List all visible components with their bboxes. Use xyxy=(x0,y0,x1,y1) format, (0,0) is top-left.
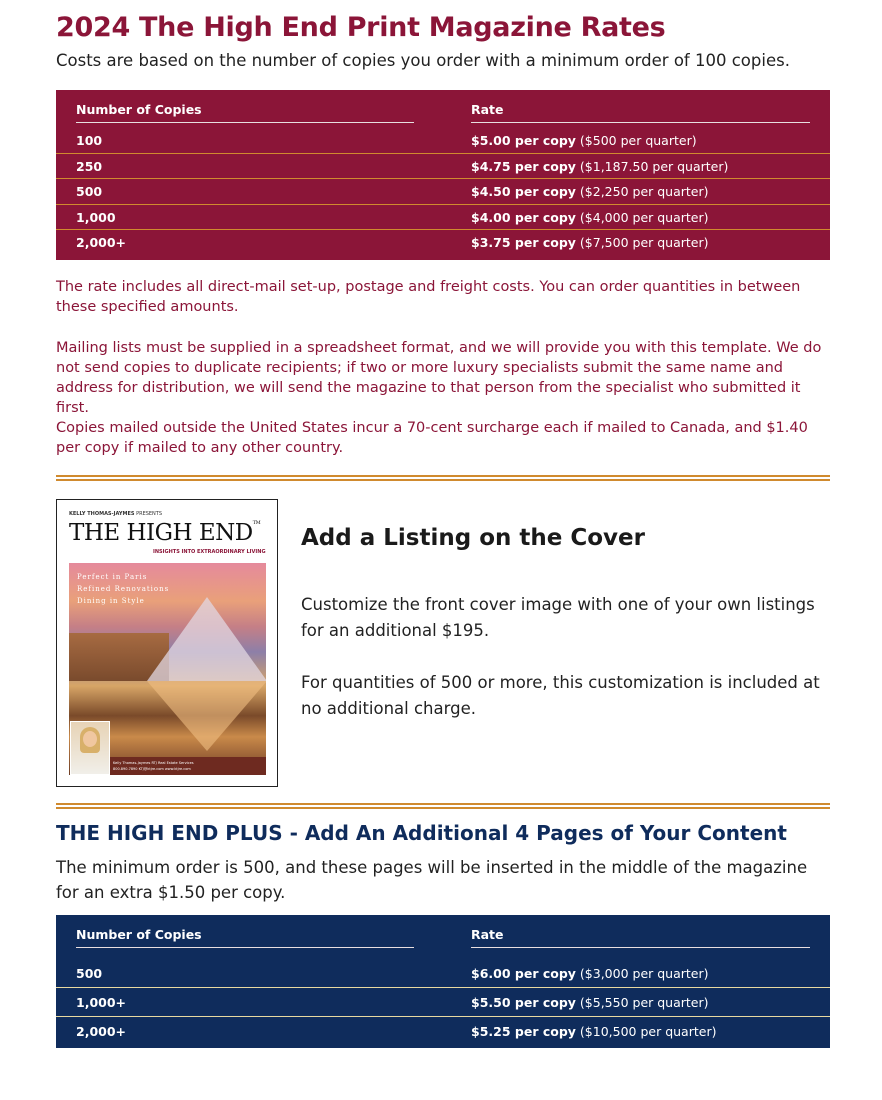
rate-value: $4.75 per copy xyxy=(471,158,576,174)
cover-agent-photo xyxy=(70,721,110,775)
note-mailing-lists: Mailing lists must be supplied in a spreadsheet format, and we will provide you with this template. We do not send copies to duplicate recipients; if two or more luxury specialists submit the same name and address for distribution, we will send the magazine to that person from the specialist who submitted it first. xyxy=(56,340,822,416)
cover-tagline: INSIGHTS INTO EXTRAORDINARY LIVING xyxy=(153,549,266,555)
rate-cell xyxy=(471,210,709,225)
col-header-rate: Rate xyxy=(471,927,810,948)
rate-note: ($4,000 per quarter) xyxy=(579,209,709,225)
copies-cell: 100 xyxy=(76,133,103,148)
cover-feature: Refined Renovations xyxy=(77,585,170,593)
cover-offer-heading: Add a Listing on the Cover xyxy=(301,525,645,551)
section-divider xyxy=(56,803,830,809)
rate-note: ($5,550 per quarter) xyxy=(579,995,709,1010)
table-row xyxy=(56,230,830,256)
cover-offer-free: For quantities of 500 or more, this customization is included at no additional charge. xyxy=(301,673,820,718)
rate-note: ($2,250 per quarter) xyxy=(579,184,709,199)
col-header-copies: Number of Copies xyxy=(76,102,414,123)
rate-value: $6.00 per copy xyxy=(471,966,576,981)
agent-face-shape xyxy=(83,731,97,747)
cover-reflection-shape xyxy=(147,681,266,751)
rate-note: ($3,000 per quarter) xyxy=(579,966,709,981)
table-row xyxy=(56,205,830,231)
copies-cell: 2,000+ xyxy=(76,235,127,250)
magazine-cover-image xyxy=(56,499,278,787)
table-row xyxy=(56,128,830,154)
col-header-copies: Number of Copies xyxy=(76,927,414,948)
rate-cell xyxy=(471,966,709,981)
table-row xyxy=(56,1017,830,1046)
rate-cell xyxy=(471,184,709,199)
rate-note: ($7,500 per quarter) xyxy=(579,235,709,250)
note-included-costs: The rate includes all direct-mail set-up, postage and freight costs. You can order quantities in between these specified amounts. xyxy=(56,279,801,315)
rate-value: $5.25 per copy xyxy=(471,1024,576,1039)
col-header-rate: Rate xyxy=(471,102,810,123)
cover-feature: Dining in Style xyxy=(77,597,145,605)
copies-cell: 500 xyxy=(76,184,103,199)
note-international-surcharge: Copies mailed outside the United States incur a 70-cent surcharge each if mailed to Canada, and $1.40 per copy if mailed to any other country. xyxy=(56,420,808,456)
rate-value: $4.50 per copy xyxy=(471,184,576,199)
copies-cell: 1,000 xyxy=(76,209,116,225)
table-header xyxy=(56,915,830,959)
plus-description: The minimum order is 500, and these pages will be inserted in the middle of the magazine for an extra $1.50 per copy. xyxy=(56,858,808,902)
copies-cell: 250 xyxy=(76,158,103,174)
cover-footer-text: Kelly Thomas-Jaymes RTJ Real Estate Services 800.890.7890 KTJ@ktjre.com www.ktjre.com xyxy=(113,761,194,771)
rate-value: $3.75 per copy xyxy=(471,235,576,250)
cover-pyramid-shape xyxy=(147,597,266,681)
rate-cell xyxy=(471,1024,716,1039)
rate-note: ($500 per quarter) xyxy=(579,133,697,148)
cover-masthead: THE HIGH END™ xyxy=(69,520,261,546)
rate-cell xyxy=(471,133,697,148)
cover-feature: Perfect in Paris xyxy=(77,573,148,581)
cover-feature-list xyxy=(77,571,169,607)
table-row xyxy=(56,154,830,180)
rates-table xyxy=(56,90,830,260)
copies-cell: 2,000+ xyxy=(76,1024,127,1039)
table-row xyxy=(56,988,830,1017)
rate-cell xyxy=(471,159,728,174)
rate-cell xyxy=(471,995,709,1010)
copies-cell: 500 xyxy=(76,966,103,981)
section-divider xyxy=(56,475,830,481)
rate-note: ($10,500 per quarter) xyxy=(579,1024,717,1039)
cover-photo-louvre xyxy=(69,563,266,775)
rate-note: ($1,187.50 per quarter) xyxy=(579,158,729,174)
copies-cell: 1,000+ xyxy=(76,995,127,1010)
rate-cell xyxy=(471,235,709,250)
rate-value: $5.00 per copy xyxy=(471,133,576,148)
rate-value: $4.00 per copy xyxy=(471,209,576,225)
plus-heading: THE HIGH END PLUS - Add An Additional 4 Pages of Your Content xyxy=(56,821,787,845)
table-row xyxy=(56,959,830,988)
page-title: 2024 The High End Print Magazine Rates xyxy=(56,12,666,43)
rate-value: $5.50 per copy xyxy=(471,995,576,1010)
table-row xyxy=(56,179,830,205)
cover-presents-line: KELLY THOMAS-JAYMES PRESENTS xyxy=(69,511,163,517)
plus-rates-table xyxy=(56,915,830,1048)
cover-offer-price: Customize the front cover image with one of your own listings for an additional $195. xyxy=(301,595,815,640)
page-subtitle: Costs are based on the number of copies you order with a minimum order of 100 copies. xyxy=(56,51,790,70)
table-header xyxy=(56,90,830,128)
